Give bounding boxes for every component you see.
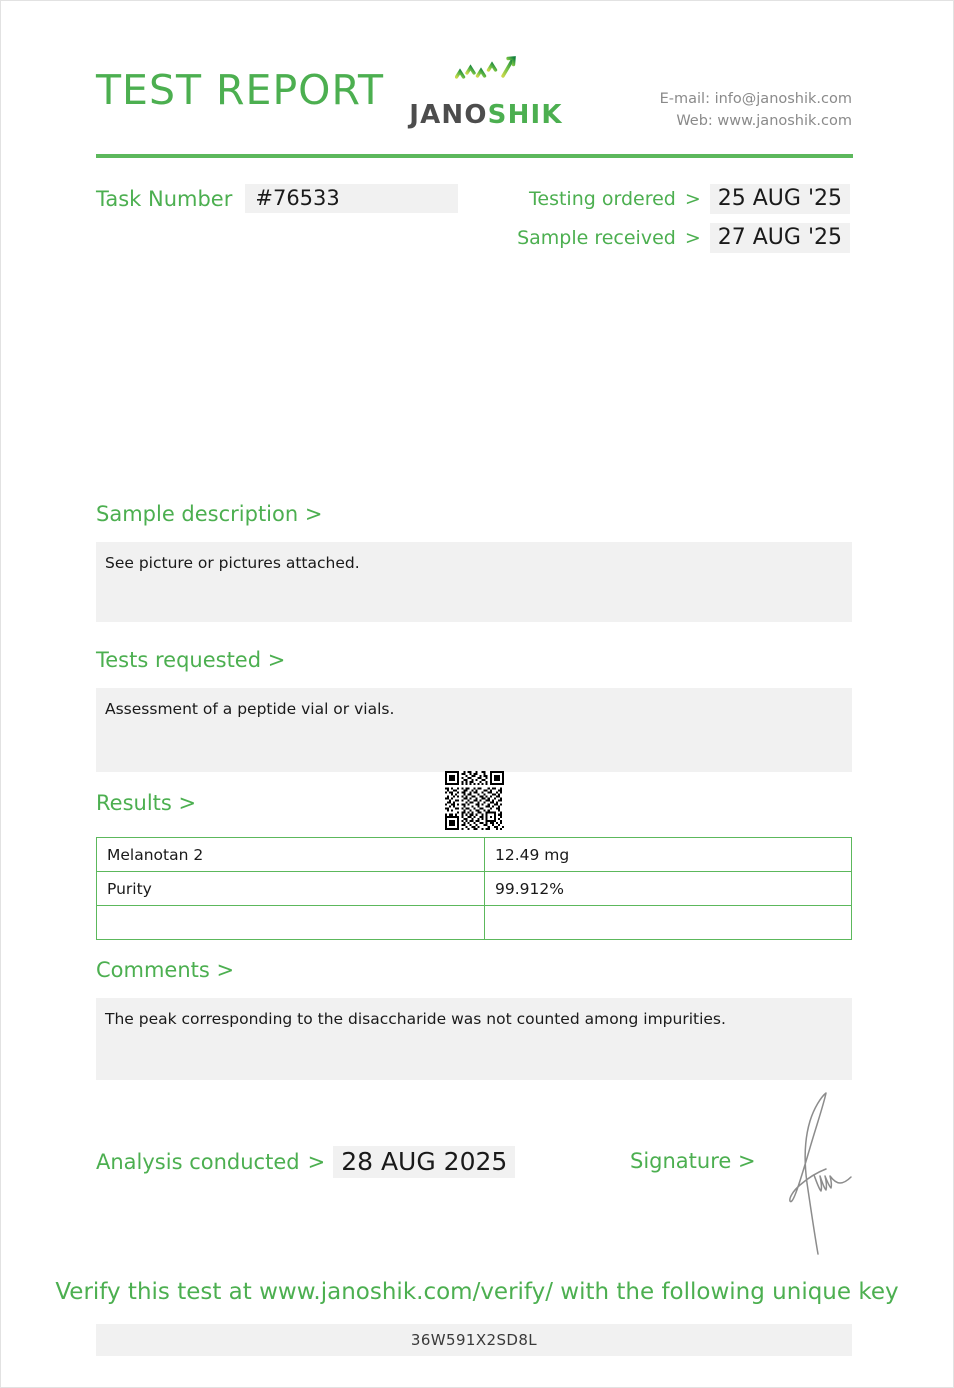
signature-label: Signature > — [630, 1149, 756, 1173]
signature-block — [630, 1143, 854, 1256]
table-row — [97, 906, 852, 940]
result-name: Purity — [97, 872, 485, 906]
brand-name-dark: JANO — [409, 100, 488, 130]
sample-received-row — [430, 223, 850, 253]
results-heading: Results > — [96, 791, 197, 815]
analysis-conducted-label: Analysis conducted — [96, 1150, 300, 1174]
testing-ordered-value: 25 AUG '25 — [710, 184, 850, 214]
tests-requested-box — [96, 688, 852, 772]
comments-box — [96, 998, 852, 1080]
results-table — [96, 837, 852, 940]
verify-instructions: Verify this test at www.janoshik.com/verify/ with the following unique key — [55, 1279, 899, 1305]
result-value: 12.49 mg — [485, 838, 852, 872]
report-header — [96, 56, 852, 146]
sample-received-label: Sample received — [517, 227, 676, 249]
contact-info — [660, 88, 852, 133]
page-title: TEST REPORT — [96, 66, 384, 114]
contact-email: E-mail: info@janoshik.com — [659, 91, 852, 107]
sample-description-text: See picture or pictures attached. — [105, 554, 360, 572]
result-value: 99.912% — [485, 872, 852, 906]
handwritten-signature-icon — [774, 1091, 854, 1256]
testing-ordered-caret: > — [684, 188, 701, 210]
comments-heading: Comments > — [96, 958, 235, 982]
testing-ordered-row — [430, 184, 850, 214]
brand-name-green: SHIK — [487, 100, 563, 130]
comments-text: The peak corresponding to the disaccharide was not counted among impurities. — [105, 1010, 726, 1028]
analysis-conducted-date: 28 AUG 2025 — [333, 1146, 515, 1178]
results-table-body — [97, 838, 852, 940]
contact-web: Web: www.janoshik.com — [676, 113, 852, 130]
sample-received-caret: > — [684, 227, 701, 249]
analysis-conducted-row — [96, 1146, 515, 1178]
sample-received-value: 27 AUG '25 — [710, 223, 850, 253]
task-number-label: Task Number — [96, 186, 233, 211]
table-row — [97, 838, 852, 872]
result-name — [97, 906, 485, 940]
sample-description-heading: Sample description > — [96, 502, 323, 526]
result-name: Melanotan 2 — [97, 838, 485, 872]
analysis-conducted-caret: > — [307, 1150, 326, 1174]
tests-requested-text: Assessment of a peptide vial or vials. — [105, 700, 395, 718]
task-number-value: #76533 — [245, 184, 458, 213]
table-row — [97, 872, 852, 906]
sample-description-box — [96, 542, 852, 622]
result-value — [485, 906, 852, 940]
task-number-row — [96, 184, 458, 213]
header-divider — [96, 154, 853, 158]
janoshik-logo — [406, 56, 566, 144]
qr-code-icon[interactable] — [445, 771, 504, 830]
dates-block — [430, 184, 850, 262]
brand-name — [406, 102, 566, 128]
tests-requested-heading: Tests requested > — [96, 648, 286, 672]
growth-bars-icon — [455, 56, 517, 100]
testing-ordered-label: Testing ordered — [529, 188, 676, 210]
unique-key-value: 36W591X2SD8L — [96, 1324, 852, 1356]
